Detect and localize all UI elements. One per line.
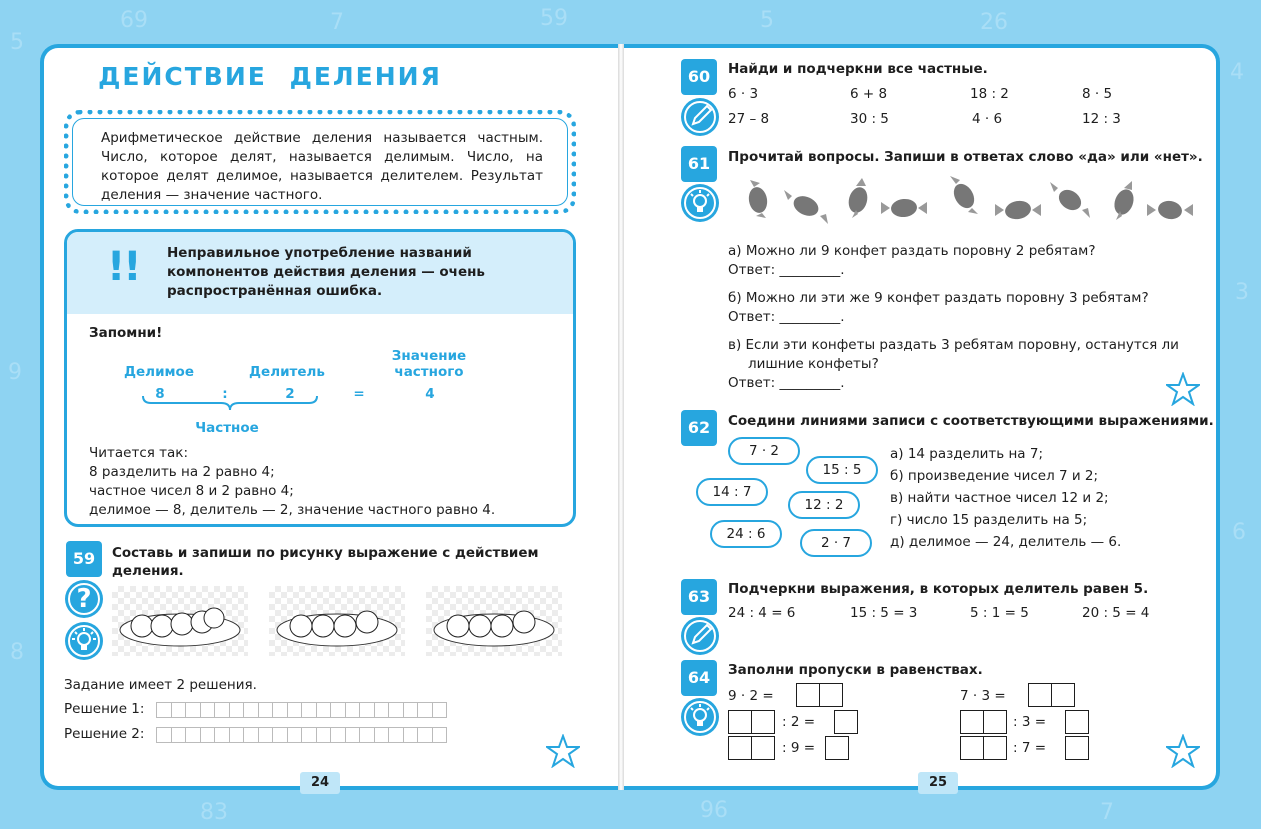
- solution-2-label: Решение 2:: [64, 726, 145, 742]
- expr: 15 : 5 = 3: [850, 605, 918, 621]
- pencil-icon: [681, 617, 719, 655]
- candy-icon: [1100, 180, 1148, 220]
- divisor-label: Делитель: [249, 364, 325, 380]
- reading-line: делимое — 8, делитель — 2, значение частного равно 4.: [89, 502, 496, 518]
- match-item: д) делимое — 24, делитель — 6.: [890, 534, 1122, 550]
- page-number-right: 25: [918, 772, 958, 794]
- match-item: а) 14 разделить на 7;: [890, 446, 1044, 462]
- candy-icon: [734, 178, 782, 218]
- star-icon: [1166, 372, 1200, 406]
- candy-icon: [880, 188, 928, 228]
- reading-line: 8 разделить на 2 равно 4;: [89, 464, 275, 480]
- task-60-badge: 60: [681, 59, 717, 95]
- expr: 18 : 2: [970, 86, 1009, 102]
- expr: 20 : 5 = 4: [1082, 605, 1150, 621]
- match-item: б) произведение чисел 7 и 2;: [890, 468, 1099, 484]
- quotient-value-label-1: Значение: [391, 348, 467, 364]
- equals-sign: =: [353, 386, 365, 402]
- expr: 6 + 8: [850, 86, 888, 102]
- expr: 6 · 3: [728, 86, 759, 102]
- brace-icon: [141, 394, 319, 412]
- candy-icon: [994, 190, 1042, 230]
- answer-a[interactable]: Ответ: _________.: [728, 262, 845, 278]
- equation: : 2 =: [782, 714, 816, 730]
- blank-box[interactable]: [1065, 710, 1089, 734]
- question-c-cont: лишние конфеты?: [748, 356, 879, 372]
- candy-icon: [834, 178, 882, 218]
- lightbulb-icon: [681, 184, 719, 222]
- answer-b[interactable]: Ответ: _________.: [728, 309, 845, 325]
- blank-box[interactable]: [983, 736, 1007, 760]
- candy-icon: [1046, 178, 1094, 218]
- task-62-text: Соедини линиями записи с соответствующими выражениями.: [728, 413, 1214, 429]
- equation: 7 · 3 =: [960, 688, 1006, 704]
- strawberry-plate-3: [426, 586, 562, 656]
- exclamation-icon: !!: [107, 244, 140, 290]
- reading-line: Читается так:: [89, 445, 189, 461]
- equation: : 9 =: [782, 740, 816, 756]
- equation: : 3 =: [1013, 714, 1047, 730]
- blank-box[interactable]: [825, 736, 849, 760]
- blank-box[interactable]: [960, 710, 984, 734]
- lightbulb-icon: [681, 698, 719, 736]
- expression-oval[interactable]: 24 : 6: [710, 520, 782, 548]
- question-b: б) Можно ли эти же 9 конфет раздать поровну 3 ребятам?: [728, 290, 1149, 306]
- solution-2-grid[interactable]: [156, 727, 446, 743]
- book-spine: [618, 44, 624, 790]
- task-63-badge: 63: [681, 579, 717, 615]
- expression-oval[interactable]: 2 · 7: [800, 529, 872, 557]
- expression-oval[interactable]: 7 · 2: [728, 437, 800, 465]
- task-63-text: Подчеркни выражения, в которых делитель равен 5.: [728, 581, 1149, 597]
- equation: 9 · 2 =: [728, 688, 774, 704]
- definition-box: [64, 110, 576, 214]
- lightbulb-icon: [65, 622, 103, 660]
- candy-icon: [940, 174, 988, 214]
- expr: 30 : 5: [850, 111, 889, 127]
- divisor-value: 2: [285, 386, 295, 402]
- warning-text: Неправильное употребление названий компонентов действия деления — очень распространённая ошибка.: [167, 245, 485, 299]
- question-c: в) Если эти конфеты раздать 3 ребятам поровну, останутся ли: [728, 337, 1179, 353]
- warning-header: [67, 232, 573, 314]
- match-item: г) число 15 разделить на 5;: [890, 512, 1088, 528]
- match-item: в) найти частное чисел 12 и 2;: [890, 490, 1109, 506]
- task-64-badge: 64: [681, 660, 717, 696]
- dividend-label: Делимое: [124, 364, 194, 380]
- task-61-text: Прочитай вопросы. Запиши в ответах слово «да» или «нет».: [728, 149, 1203, 165]
- blank-box[interactable]: [728, 736, 752, 760]
- blank-box[interactable]: [1028, 683, 1052, 707]
- task-59-note: Задание имеет 2 решения.: [64, 677, 257, 693]
- remember-label: Запомни!: [89, 325, 163, 341]
- expression-oval[interactable]: 12 : 2: [788, 491, 860, 519]
- blank-box[interactable]: [960, 736, 984, 760]
- candy-icon: [1146, 190, 1194, 230]
- expression-oval[interactable]: 14 : 7: [696, 478, 768, 506]
- background-pattern: 5 69 7 59 5 26 4 3 6 9 8 83 96 7: [8, 6, 1249, 825]
- page-title: ДЕЙСТВИЕ ДЕЛЕНИЯ: [98, 62, 442, 91]
- answer-c[interactable]: Ответ: _________.: [728, 375, 845, 391]
- pencil-icon: [681, 98, 719, 136]
- expr: 4 · 6: [972, 111, 1003, 127]
- equation: : 7 =: [1013, 740, 1047, 756]
- task-59-text: Составь и запиши по рисунку выражение с действием деления.: [112, 545, 539, 579]
- strawberry-plate-2: [269, 586, 405, 656]
- expr: 12 : 3: [1082, 111, 1121, 127]
- star-icon: [1166, 734, 1200, 768]
- question-a: а) Можно ли 9 конфет раздать поровну 2 ребятам?: [728, 243, 1096, 259]
- dividend-value: 8: [155, 386, 165, 402]
- page-number-left: 24: [300, 772, 340, 794]
- blank-box[interactable]: [983, 710, 1007, 734]
- strawberry-plate-1: [112, 586, 248, 656]
- star-icon: [546, 734, 580, 768]
- task-61-badge: 61: [681, 146, 717, 182]
- reading-line: частное чисел 8 и 2 равно 4;: [89, 483, 294, 499]
- quotient-label: Частное: [195, 420, 259, 436]
- expr: 24 : 4 = 6: [728, 605, 796, 621]
- result-value: 4: [425, 386, 435, 402]
- blank-box[interactable]: [1065, 736, 1089, 760]
- warning-box: [64, 229, 576, 527]
- definition-text: Арифметическое действие деления называется частным. Число, которое делят, называется делимым. Число, на которое делят делимое, называется делителем. Результат деления — значение частного.: [72, 118, 568, 206]
- blank-box[interactable]: [751, 736, 775, 760]
- task-62-badge: 62: [681, 410, 717, 446]
- task-59-badge: 59: [66, 541, 102, 577]
- blank-box[interactable]: [751, 710, 775, 734]
- candy-icon: [782, 186, 830, 226]
- expr: 5 : 1 = 5: [970, 605, 1029, 621]
- blank-box[interactable]: [834, 710, 858, 734]
- reading-lines: [89, 444, 495, 520]
- blank-box[interactable]: [1051, 683, 1075, 707]
- colon-sign: :: [222, 386, 228, 402]
- blank-box[interactable]: [819, 683, 843, 707]
- solution-1-label: Решение 1:: [64, 701, 145, 717]
- quotient-value-label-2: частного: [394, 364, 464, 380]
- expr: 27 – 8: [728, 111, 770, 127]
- task-64-text: Заполни пропуски в равенствах.: [728, 662, 983, 678]
- solution-1-grid[interactable]: [156, 702, 446, 718]
- blank-box[interactable]: [728, 710, 752, 734]
- task-60-text: Найди и подчеркни все частные.: [728, 61, 988, 77]
- blank-box[interactable]: [796, 683, 820, 707]
- expr: 8 · 5: [1082, 86, 1113, 102]
- expression-oval[interactable]: 15 : 5: [806, 456, 878, 484]
- question-icon: ?: [65, 580, 103, 618]
